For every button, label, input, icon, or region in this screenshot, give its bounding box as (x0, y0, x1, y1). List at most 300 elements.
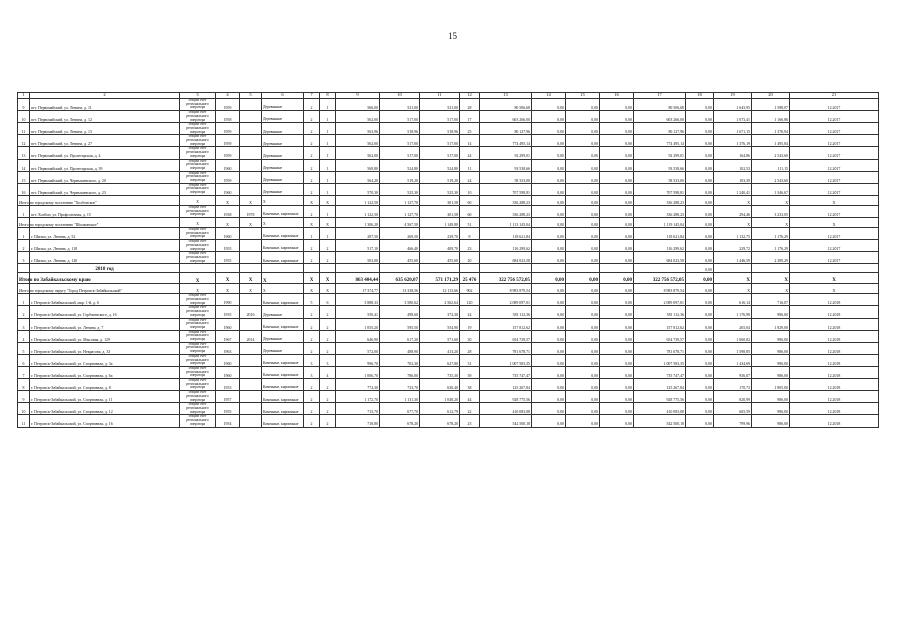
table-row (18, 318, 879, 330)
table-cell: 0,00 (566, 318, 600, 330)
table-cell: 3 (320, 354, 336, 366)
header-cell: 7 (304, 93, 320, 99)
table-cell: 1 495,84 (752, 135, 790, 147)
table-cell: X (752, 217, 790, 227)
table-cell: 93 538,66 (634, 159, 686, 171)
table-cell: 466,40 (380, 240, 420, 252)
table-cell: 0,00 (600, 195, 634, 205)
year-row (18, 264, 879, 273)
table-cell: 24 (460, 306, 480, 318)
table-cell: 12.2017 (790, 111, 879, 123)
table-cell: 0,00 (686, 330, 714, 342)
table-cell: 0,00 (566, 252, 600, 264)
table-cell: 1990 (216, 294, 240, 306)
table-cell: 2 562,64 (420, 294, 460, 306)
table-cell: Каменные, кирпичные (262, 415, 304, 427)
table-cell: 1 240,41 (714, 183, 752, 195)
table-cell: 0,00 (686, 171, 714, 183)
table-cell: 336 288,23 (634, 195, 686, 205)
table-cell: X (262, 273, 304, 284)
table-cell: 0,00 (532, 217, 566, 227)
table-cell: X (304, 195, 320, 205)
table-cell: 517,00 (420, 135, 460, 147)
table-cell: 715,70 (336, 403, 380, 415)
table-cell: 22 (460, 403, 480, 415)
table-cell: 125 267,84 (634, 379, 686, 391)
table-cell: 12.2018 (790, 415, 879, 427)
table-cell: 44 (460, 391, 480, 403)
table-row (18, 294, 879, 306)
table-cell: 102,53 (714, 159, 752, 171)
table-cell: 0,00 (686, 379, 714, 391)
table-cell: Деревянные (262, 111, 304, 123)
table-cell: 571,60 (420, 330, 460, 342)
table-cell: 2 (18, 240, 30, 252)
table-cell: г. Петровск-Забайкальский, ул. Спортивная, д. 6а (30, 366, 180, 378)
table-cell: г. Шилка, ул. Ленина, д. 52 (30, 227, 180, 239)
table-cell: 265,04 (714, 318, 752, 330)
table-cell: 12.2018 (790, 391, 879, 403)
table-cell: X (262, 284, 304, 294)
table-cell: 616,14 (714, 294, 752, 306)
table-cell: 525,30 (420, 183, 460, 195)
table-cell: 30 (460, 330, 480, 342)
table-cell: 80 127,96 (480, 123, 532, 135)
table-cell: 1955 (216, 252, 240, 264)
capital-repair-table (17, 92, 878, 428)
table-cell: 570,30 (336, 183, 380, 195)
table-cell: 521,00 (420, 99, 460, 111)
table-cell: 774 495,14 (634, 135, 686, 147)
table-cell: 12.2017 (790, 240, 879, 252)
table-cell: 120 (460, 294, 480, 306)
table-cell: 0,00 (566, 205, 600, 217)
table-cell: X (320, 273, 336, 284)
table-cell: X (180, 284, 216, 294)
table-cell: 562,00 (336, 147, 380, 159)
table-cell: Каменные, кирпичные (262, 240, 304, 252)
table-cell: 2 (320, 330, 336, 342)
table-cell: 10 (18, 403, 30, 415)
table-cell: 0,00 (566, 240, 600, 252)
table-cell: 1 122,50 (336, 205, 380, 217)
table-cell: 1960 (216, 227, 240, 239)
table-cell: 986,00 (752, 342, 790, 354)
table-cell: 716,07 (752, 294, 790, 306)
table-cell: 735 747,47 (480, 366, 532, 378)
table-cell: 0,00 (532, 354, 566, 366)
table-cell: 0,00 (566, 123, 600, 135)
table-cell: 0,00 (686, 99, 714, 111)
table-cell: 0,00 (532, 135, 566, 147)
table-row (18, 330, 879, 342)
table-cell: 28 (460, 342, 480, 354)
table-cell: 0,00 (566, 183, 600, 195)
table-cell: Деревянные (262, 147, 304, 159)
table-cell: 3 233,05 (752, 205, 790, 217)
table-cell (240, 294, 262, 306)
table-cell: пгт. Холбон, ул. Профсоюзная, д. 15 (30, 205, 180, 217)
table-cell (304, 264, 320, 273)
table-cell: 336 288,23 (480, 195, 532, 205)
table-row (18, 147, 879, 159)
table-cell: 8 (18, 379, 30, 391)
table-cell: 92 299,01 (480, 147, 532, 159)
table-cell: 1 132,75 (714, 227, 752, 239)
page-number: 15 (448, 31, 457, 41)
table-cell (240, 227, 262, 239)
table-cell: 0,00 (686, 415, 714, 427)
table-cell: 0,00 (600, 273, 634, 284)
table-row (18, 366, 879, 378)
table-cell: г. Петровск-Забайкальский, ул. Спортивная, д. 16 (30, 415, 180, 427)
table-cell: 0,00 (600, 147, 634, 159)
table-cell: 12.2017 (790, 227, 879, 239)
table-cell: X (216, 195, 240, 205)
table-cell: 93 538,66 (480, 159, 532, 171)
table-cell: 2 (320, 342, 336, 354)
table-cell: 9 (18, 391, 30, 403)
table-cell: 24 (460, 171, 480, 183)
table-cell: 0,00 (566, 171, 600, 183)
table-cell: X (790, 284, 879, 294)
table-cell: 0,00 (686, 111, 714, 123)
table-cell: 0,00 (686, 159, 714, 171)
table-cell: 410 083,08 (634, 403, 686, 415)
header-cell: 4 (216, 93, 240, 99)
table-cell: 12.2018 (790, 379, 879, 391)
table-cell: 0,00 (566, 415, 600, 427)
table-cell: 0,00 (566, 306, 600, 318)
table-cell: 12.2018 (790, 318, 879, 330)
table-cell: 2 (320, 403, 336, 415)
table-cell: 488,90 (380, 342, 420, 354)
table-cell: 0,00 (686, 252, 714, 264)
table-cell: 372,30 (420, 306, 460, 318)
table-cell: Деревянные (262, 342, 304, 354)
table-cell: 1 376,94 (752, 123, 790, 135)
table-cell: 0,00 (566, 330, 600, 342)
table-cell: 2 (304, 183, 320, 195)
table-cell (240, 159, 262, 171)
table-cell (216, 264, 240, 273)
table-cell: 0,00 (600, 379, 634, 391)
table-cell: 986,00 (752, 403, 790, 415)
table-cell: 1 (320, 171, 336, 183)
table-cell: 0,00 (686, 273, 714, 284)
table-row (18, 379, 879, 391)
table-cell: Каменные, кирпичные (262, 391, 304, 403)
table-cell: 1 306,20 (336, 217, 380, 227)
subtotal-row (18, 217, 879, 227)
table-cell: 902 (460, 284, 480, 294)
table-cell: 517,00 (380, 111, 420, 123)
table-cell: X (304, 217, 320, 227)
table-cell: 322 756 572,05 (480, 273, 532, 284)
table-cell: пгт. Первомайский, ул. Ленина, д. 13 (30, 123, 180, 135)
table-cell: 409,70 (420, 240, 460, 252)
table-cell: 0,00 (600, 403, 634, 415)
table-cell: 518,96 (380, 123, 420, 135)
table-cell: 517,00 (380, 147, 420, 159)
table-cell: 0,00 (532, 183, 566, 195)
table-cell: 0,00 (532, 379, 566, 391)
table-cell: 0,00 (686, 294, 714, 306)
table-cell: 0,00 (600, 99, 634, 111)
table-cell: 0,00 (532, 99, 566, 111)
table-cell: 25 476 (460, 273, 480, 284)
table-cell: X (240, 195, 262, 205)
table-cell: 1 007 583,35 (480, 354, 532, 366)
table-cell: X (790, 195, 879, 205)
table-cell (240, 135, 262, 147)
table-cell: общий счет регионального оператора (180, 135, 216, 147)
table-cell: 17 (460, 111, 480, 123)
table-cell: 12 113,66 (420, 284, 460, 294)
table-cell: г. Петровск-Забайкальский, ул. Ленина, д. 7 (30, 318, 180, 330)
table-cell: 684 023,58 (634, 252, 686, 264)
table-cell: общий счет регионального оператора (180, 415, 216, 427)
table-cell (566, 264, 600, 273)
table-cell: 0,00 (600, 391, 634, 403)
table-cell: 1 (320, 183, 336, 195)
header-cell: 15 (566, 93, 600, 99)
table-cell: 1938 (216, 205, 240, 217)
table-cell: общий счет регионального оператора (180, 252, 216, 264)
header-cell: 1 (18, 93, 30, 99)
table-cell: 735,30 (420, 366, 460, 378)
table-cell: 51 (460, 217, 480, 227)
table-cell: Каменные, кирпичные (262, 227, 304, 239)
table-cell: 157 812,62 (480, 318, 532, 330)
table-cell: пгт. Первомайский, ул. Пролетарская, д. 4 (30, 147, 180, 159)
table-cell: 799,96 (714, 415, 752, 427)
table-cell: 23 (460, 240, 480, 252)
table-cell: Каменные, кирпичные (262, 354, 304, 366)
table-cell: 498,60 (380, 306, 420, 318)
table-cell: 12.2017 (790, 183, 879, 195)
table-cell: 519,20 (420, 171, 460, 183)
table-cell: 2018 год (30, 264, 180, 273)
table-cell: 569,80 (336, 159, 380, 171)
table-cell: 0,00 (532, 227, 566, 239)
table-cell: 0,00 (686, 123, 714, 135)
table-cell: 2 (304, 240, 320, 252)
table-cell: 229,72 (714, 240, 752, 252)
table-cell: 336 288,23 (480, 205, 532, 217)
table-cell: 0,00 (566, 227, 600, 239)
table-cell: 10 (460, 183, 480, 195)
table-cell: 1 (320, 99, 336, 111)
table-cell: 517,10 (336, 240, 380, 252)
table-cell: Каменные, кирпичные (262, 379, 304, 391)
table-cell: 1960 (216, 366, 240, 378)
table-cell: 12.2017 (790, 159, 879, 171)
table-cell: 1 598,85 (714, 342, 752, 354)
table-cell: 0,00 (532, 284, 566, 294)
table-cell: 12.2017 (790, 123, 879, 135)
table-cell: 654 739,57 (634, 330, 686, 342)
table-cell (240, 403, 262, 415)
header-cell: 3 (180, 93, 216, 99)
table-cell: 0,00 (532, 195, 566, 205)
table-cell: пгт. Первомайский, ул. Ленина, д. 27 (30, 135, 180, 147)
table-cell: 646,90 (336, 330, 380, 342)
table-cell: 1955 (216, 403, 240, 415)
table-cell: 772,30 (336, 379, 380, 391)
table-cell: общий счет регионального оператора (180, 366, 216, 378)
table-cell: 2 (304, 159, 320, 171)
table-cell: 0,00 (600, 205, 634, 217)
table-cell: 2 (304, 135, 320, 147)
table-cell: X (790, 217, 879, 227)
header-cell: 10 (380, 93, 420, 99)
table-cell: 2 (320, 379, 336, 391)
table-cell: 39 (460, 366, 480, 378)
table-cell: 1 671,15 (714, 123, 752, 135)
table-cell: 410 083,08 (480, 403, 532, 415)
table-cell: 524,80 (420, 159, 460, 171)
table-cell: 23 (460, 415, 480, 427)
table-cell: 525,30 (380, 183, 420, 195)
header-cell: 21 (790, 93, 879, 99)
table-cell: 518,96 (420, 123, 460, 135)
table-cell: 14 (460, 135, 480, 147)
table-cell: 2 (304, 252, 320, 264)
table-cell: 0,00 (566, 391, 600, 403)
table-cell: Итого по Забайкальскому краю (18, 273, 30, 284)
table-cell: 0,00 (686, 264, 714, 273)
table-cell: 996,70 (336, 354, 380, 366)
table-cell: 12.2017 (790, 147, 879, 159)
table-cell: 1 176,29 (752, 240, 790, 252)
table-cell: X (714, 284, 752, 294)
table-cell: 1 346,67 (752, 183, 790, 195)
table-cell: 0,00 (600, 284, 634, 294)
table-cell: 0,00 (532, 294, 566, 306)
table-cell (420, 264, 460, 273)
table-cell (240, 379, 262, 391)
table-cell (240, 264, 262, 273)
table-cell: 986,00 (752, 330, 790, 342)
table-cell: 2 (304, 318, 320, 330)
table-cell: общий счет регионального оператора (180, 123, 216, 135)
table-cell: 455,60 (420, 252, 460, 264)
table-cell: 2 (304, 306, 320, 318)
table-cell: 239,70 (420, 227, 460, 239)
table-cell: 0,00 (600, 415, 634, 427)
table-cell: 554,90 (420, 318, 460, 330)
table-cell: 718,80 (336, 415, 380, 427)
table-cell: 3 (18, 318, 30, 330)
table-cell: 1 829,00 (752, 318, 790, 330)
table-cell: пгт. Первомайский, ул. Чернышевского, д. 20 (30, 171, 180, 183)
table-cell: 581 112,36 (480, 306, 532, 318)
table-cell: 1960 (216, 183, 240, 195)
data-table (17, 92, 879, 428)
table-cell: 1 (320, 111, 336, 123)
table-cell: 2 (320, 415, 336, 427)
table-cell (180, 264, 216, 273)
table-cell (600, 264, 634, 273)
table-row (18, 354, 879, 366)
table-cell: 1 113 145,04 (480, 217, 532, 227)
table-cell (320, 264, 336, 273)
table-cell: 0,00 (566, 195, 600, 205)
table-cell: 781 678,71 (480, 342, 532, 354)
table-cell: 542 500,18 (480, 415, 532, 427)
table-cell: 1 048,20 (420, 391, 460, 403)
table-cell: 0,00 (566, 147, 600, 159)
table-cell: Итого по городскому поселению "Шилкинское" (18, 217, 30, 227)
table-cell: 1978 (240, 205, 262, 217)
table-cell: общий счет регионального оператора (180, 240, 216, 252)
subtotal-row (18, 284, 879, 294)
table-cell: 0,00 (686, 284, 714, 294)
table-cell: 3 (18, 252, 30, 264)
table-cell: Деревянные (262, 183, 304, 195)
table-cell: общий счет регионального оператора (180, 403, 216, 415)
table-cell: 1 166,86 (752, 111, 790, 123)
table-row (18, 306, 879, 318)
table-cell: 0,00 (532, 391, 566, 403)
table-cell: 1 055,20 (336, 318, 380, 330)
table-cell: 0,00 (600, 183, 634, 195)
table-row (18, 342, 879, 354)
table-cell: 0,00 (566, 342, 600, 354)
table-cell: 8 983 879,54 (480, 284, 532, 294)
table-cell: 2 (304, 415, 320, 427)
table-cell: Каменные, кирпичные (262, 366, 304, 378)
table-cell: 1960 (216, 159, 240, 171)
table-cell: 563,96 (336, 123, 380, 135)
table-cell: 12.2018 (790, 306, 879, 318)
table-cell: 0,00 (566, 366, 600, 378)
table-cell: 603 266,00 (634, 111, 686, 123)
table-cell: 25 (460, 123, 480, 135)
table-cell: Деревянные (262, 171, 304, 183)
table-cell: 707 598,81 (634, 183, 686, 195)
table-cell: 12.2017 (790, 99, 879, 111)
table-cell: 786,00 (380, 366, 420, 378)
table-cell: 0,00 (686, 342, 714, 354)
table-row (18, 183, 879, 195)
table-cell: 603 266,00 (480, 111, 532, 123)
table-cell: X (320, 217, 336, 227)
table-cell: 19 (460, 318, 480, 330)
table-cell: 2014 (240, 330, 262, 342)
table-cell: общий счет регионального оператора (180, 159, 216, 171)
table-cell: 12.2018 (790, 294, 879, 306)
table-cell: 12.2017 (790, 135, 879, 147)
table-cell: X (180, 217, 216, 227)
table-cell: 116 299,62 (480, 240, 532, 252)
table-cell: 12.2018 (790, 354, 879, 366)
table-cell (240, 147, 262, 159)
table-cell: 1 (320, 135, 336, 147)
table-cell: 301,58 (420, 195, 460, 205)
table-cell (790, 264, 879, 273)
table-cell: 0,00 (566, 135, 600, 147)
table-cell: 0,00 (600, 354, 634, 366)
table-cell: г. Петровск-Забайкальский, ул. Спортивная, д. 8 (30, 379, 180, 391)
table-cell: Деревянные (262, 306, 304, 318)
table-cell: X (304, 284, 320, 294)
table-cell: общий счет регионального оператора (180, 99, 216, 111)
table-cell: общий счет регионального оператора (180, 205, 216, 217)
table-cell: X (262, 195, 304, 205)
table-cell: X (240, 217, 262, 227)
